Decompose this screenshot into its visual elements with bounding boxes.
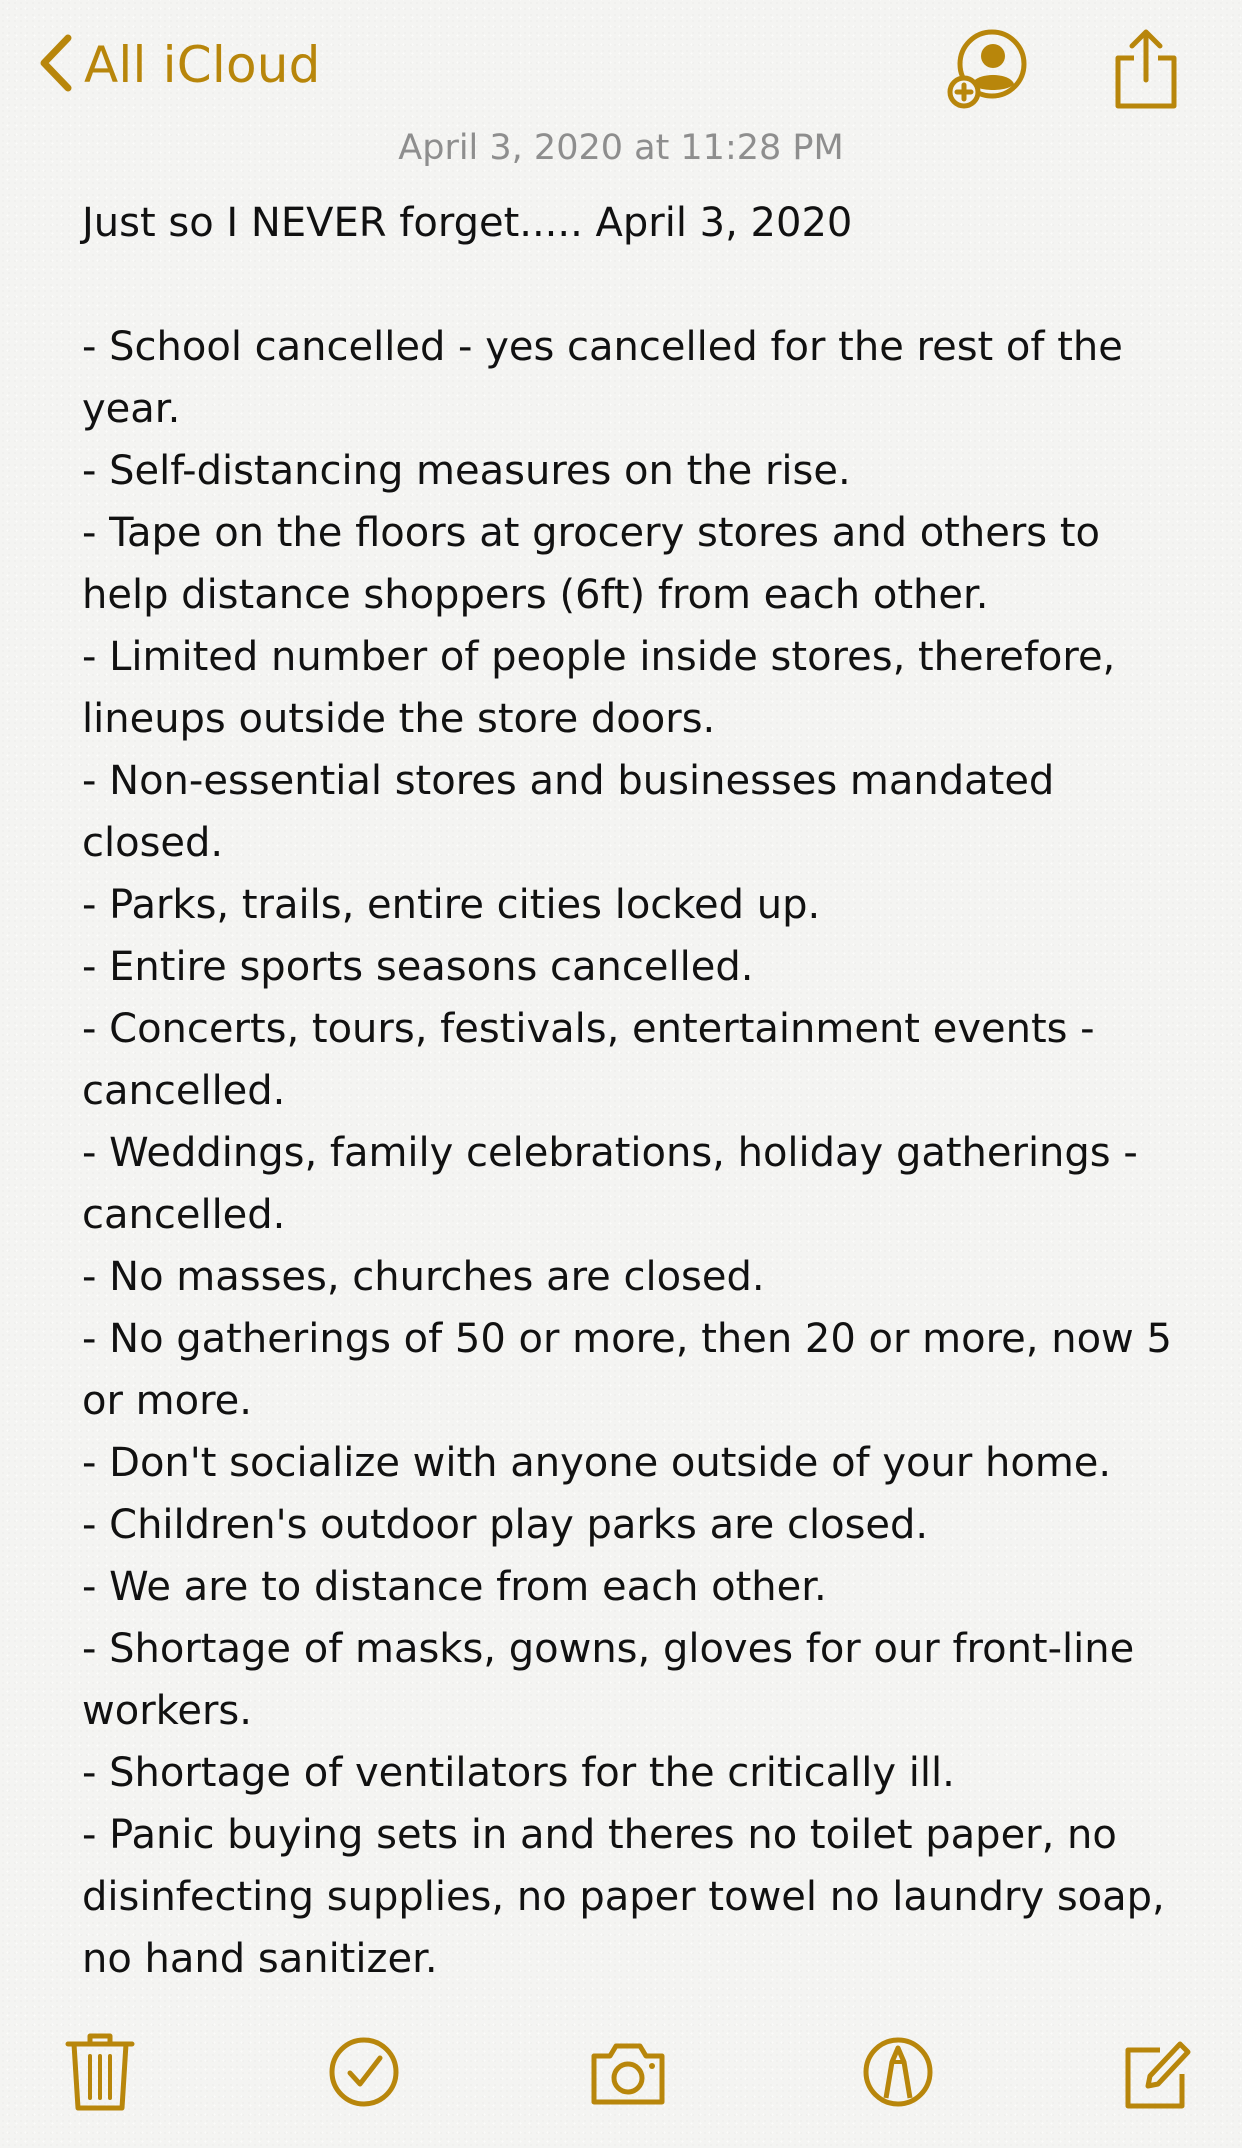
note-line: - Self-distancing measures on the rise. bbox=[82, 448, 851, 494]
note-line: - Limited number of people inside stores, therefore, bbox=[82, 634, 1116, 680]
note-line: lineups outside the store doors. bbox=[82, 696, 716, 742]
compose-button[interactable] bbox=[1122, 2030, 1192, 2114]
note-line: workers. bbox=[82, 1688, 252, 1734]
note-line: - Weddings, family celebrations, holiday gatherings - bbox=[82, 1130, 1138, 1176]
note-line: - Entire sports seasons cancelled. bbox=[82, 944, 754, 990]
checkmark-circle-icon bbox=[324, 2099, 404, 2118]
note-line: - Shortage of masks, gowns, gloves for our front-line bbox=[82, 1626, 1135, 1672]
note-line: cancelled. bbox=[82, 1068, 286, 1114]
note-line: - We are to distance from each other. bbox=[82, 1564, 827, 1610]
share-button[interactable] bbox=[1110, 28, 1182, 110]
note-line: - Shortage of ventilators for the critically ill. bbox=[82, 1750, 955, 1796]
navigation-bar bbox=[0, 0, 1242, 130]
camera-icon bbox=[588, 2099, 668, 2118]
back-button[interactable] bbox=[36, 30, 321, 100]
note-line: - No gatherings of 50 or more, then 20 or more, now 5 bbox=[82, 1316, 1172, 1362]
bottom-toolbar bbox=[0, 2030, 1242, 2130]
note-line: no hand sanitizer. bbox=[82, 1936, 438, 1982]
add-person-button[interactable] bbox=[946, 28, 1028, 110]
note-line: - Tape on the floors at grocery stores and others to bbox=[82, 510, 1100, 556]
note-text-area[interactable] bbox=[82, 192, 1182, 1990]
note-timestamp: April 3, 2020 at 11:28 PM bbox=[398, 128, 844, 168]
back-label: All iCloud bbox=[84, 36, 321, 94]
trash-icon bbox=[62, 2099, 138, 2118]
checklist-button[interactable] bbox=[324, 2030, 404, 2114]
note-line: - Don't socialize with anyone outside of your home. bbox=[82, 1440, 1112, 1486]
note-line: - Children's outdoor play parks are closed. bbox=[82, 1502, 929, 1548]
chevron-left-icon bbox=[36, 32, 76, 98]
note-line: - No masses, churches are closed. bbox=[82, 1254, 765, 1300]
share-icon bbox=[1110, 95, 1182, 114]
note-title: Just so I NEVER forget..... April 3, 2020 bbox=[82, 200, 853, 246]
camera-button[interactable] bbox=[588, 2030, 668, 2114]
note-line: - Panic buying sets in and theres no toilet paper, no bbox=[82, 1812, 1117, 1858]
note-line: cancelled. bbox=[82, 1192, 286, 1238]
note-line: disinfecting supplies, no paper towel no laundry soap, bbox=[82, 1874, 1165, 1920]
markup-button[interactable] bbox=[858, 2030, 938, 2114]
note-line: closed. bbox=[82, 820, 224, 866]
note-line: - Non-essential stores and businesses mandated bbox=[82, 758, 1055, 804]
blank-line bbox=[82, 254, 1182, 316]
note-line: - School cancelled - yes cancelled for the rest of the bbox=[82, 324, 1123, 370]
note-line: help distance shoppers (6ft) from each other. bbox=[82, 572, 989, 618]
compose-icon bbox=[1122, 2099, 1192, 2118]
note-line: or more. bbox=[82, 1378, 252, 1424]
note-line: - Concerts, tours, festivals, entertainment events - bbox=[82, 1006, 1095, 1052]
delete-note-button[interactable] bbox=[62, 2030, 138, 2114]
note-line: year. bbox=[82, 386, 181, 432]
note-line: - Parks, trails, entire cities locked up. bbox=[82, 882, 821, 928]
add-person-icon bbox=[946, 95, 1028, 114]
markup-pen-icon bbox=[858, 2099, 938, 2118]
